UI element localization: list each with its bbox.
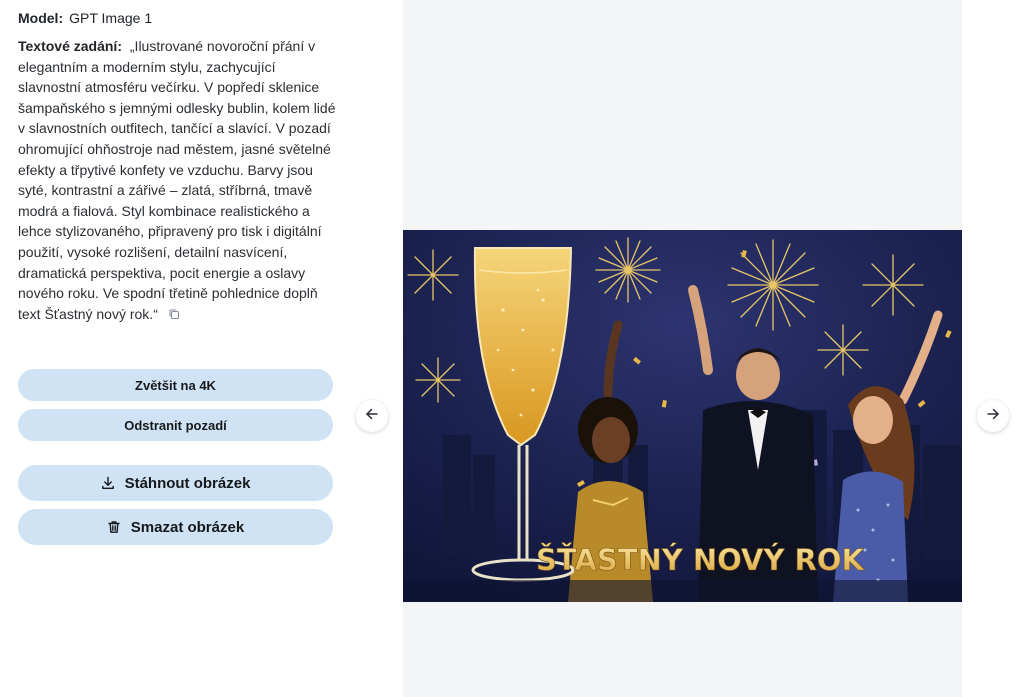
prompt-text: „Ilustrované novoroční přání v elegantním a moderním stylu, zachycující slavnostní atmosféru večírku. V popředí sklenice šampaňského s jemnými odlesky bublin, kolem lidé v slavnostních outfitech, tančící a slavící. V pozadí ohromující ohňostroje nad městem, jasné světelné efekty a třpytivé konfety ve vzduchu. Barvy jsou syté, kontrastní a zářivé – zlatá, stříbrná, tmavě modrá a fialová. Styl kombinace realistického a lehce stylizovaného, připravený pro tisk i digitální použití, vysoké rozlišení, detailní nasvícení, dramatická perspektiva, pocit energie a oslavy nového roku. Ve spodní třetině pohlednice doplň text Šťastný nový rok.“ [18,38,336,322]
generated-image [403,230,962,602]
upscale-4k-label: Zvětšit na 4K [135,377,216,393]
delete-image-button[interactable] [18,509,333,545]
download-image-label: Stáhnout obrázek [124,474,251,492]
delete-image-label: Smazat obrázek [130,518,245,536]
copy-icon[interactable] [168,305,180,317]
next-image-button[interactable] [977,400,1009,432]
remove-background-button[interactable] [18,409,333,441]
download-icon [101,476,115,490]
trash-icon [107,520,121,534]
arrow-right-icon [986,407,1000,426]
greeting-text: ŠŤASTNÝ NOVÝ ROK [535,543,865,577]
remove-background-label: Odstranit pozadí [124,417,227,433]
model-value: GPT Image 1 [69,10,153,26]
arrow-left-icon [365,407,379,426]
model-info [18,8,336,28]
upscale-4k-button[interactable] [18,369,333,401]
download-image-button[interactable] [18,465,333,501]
prompt-label: Textové zadání: [18,38,122,54]
previous-image-button[interactable] [356,400,388,432]
image-details-panel [18,8,336,324]
prompt-info [18,36,336,324]
model-label: Model: [18,10,64,26]
